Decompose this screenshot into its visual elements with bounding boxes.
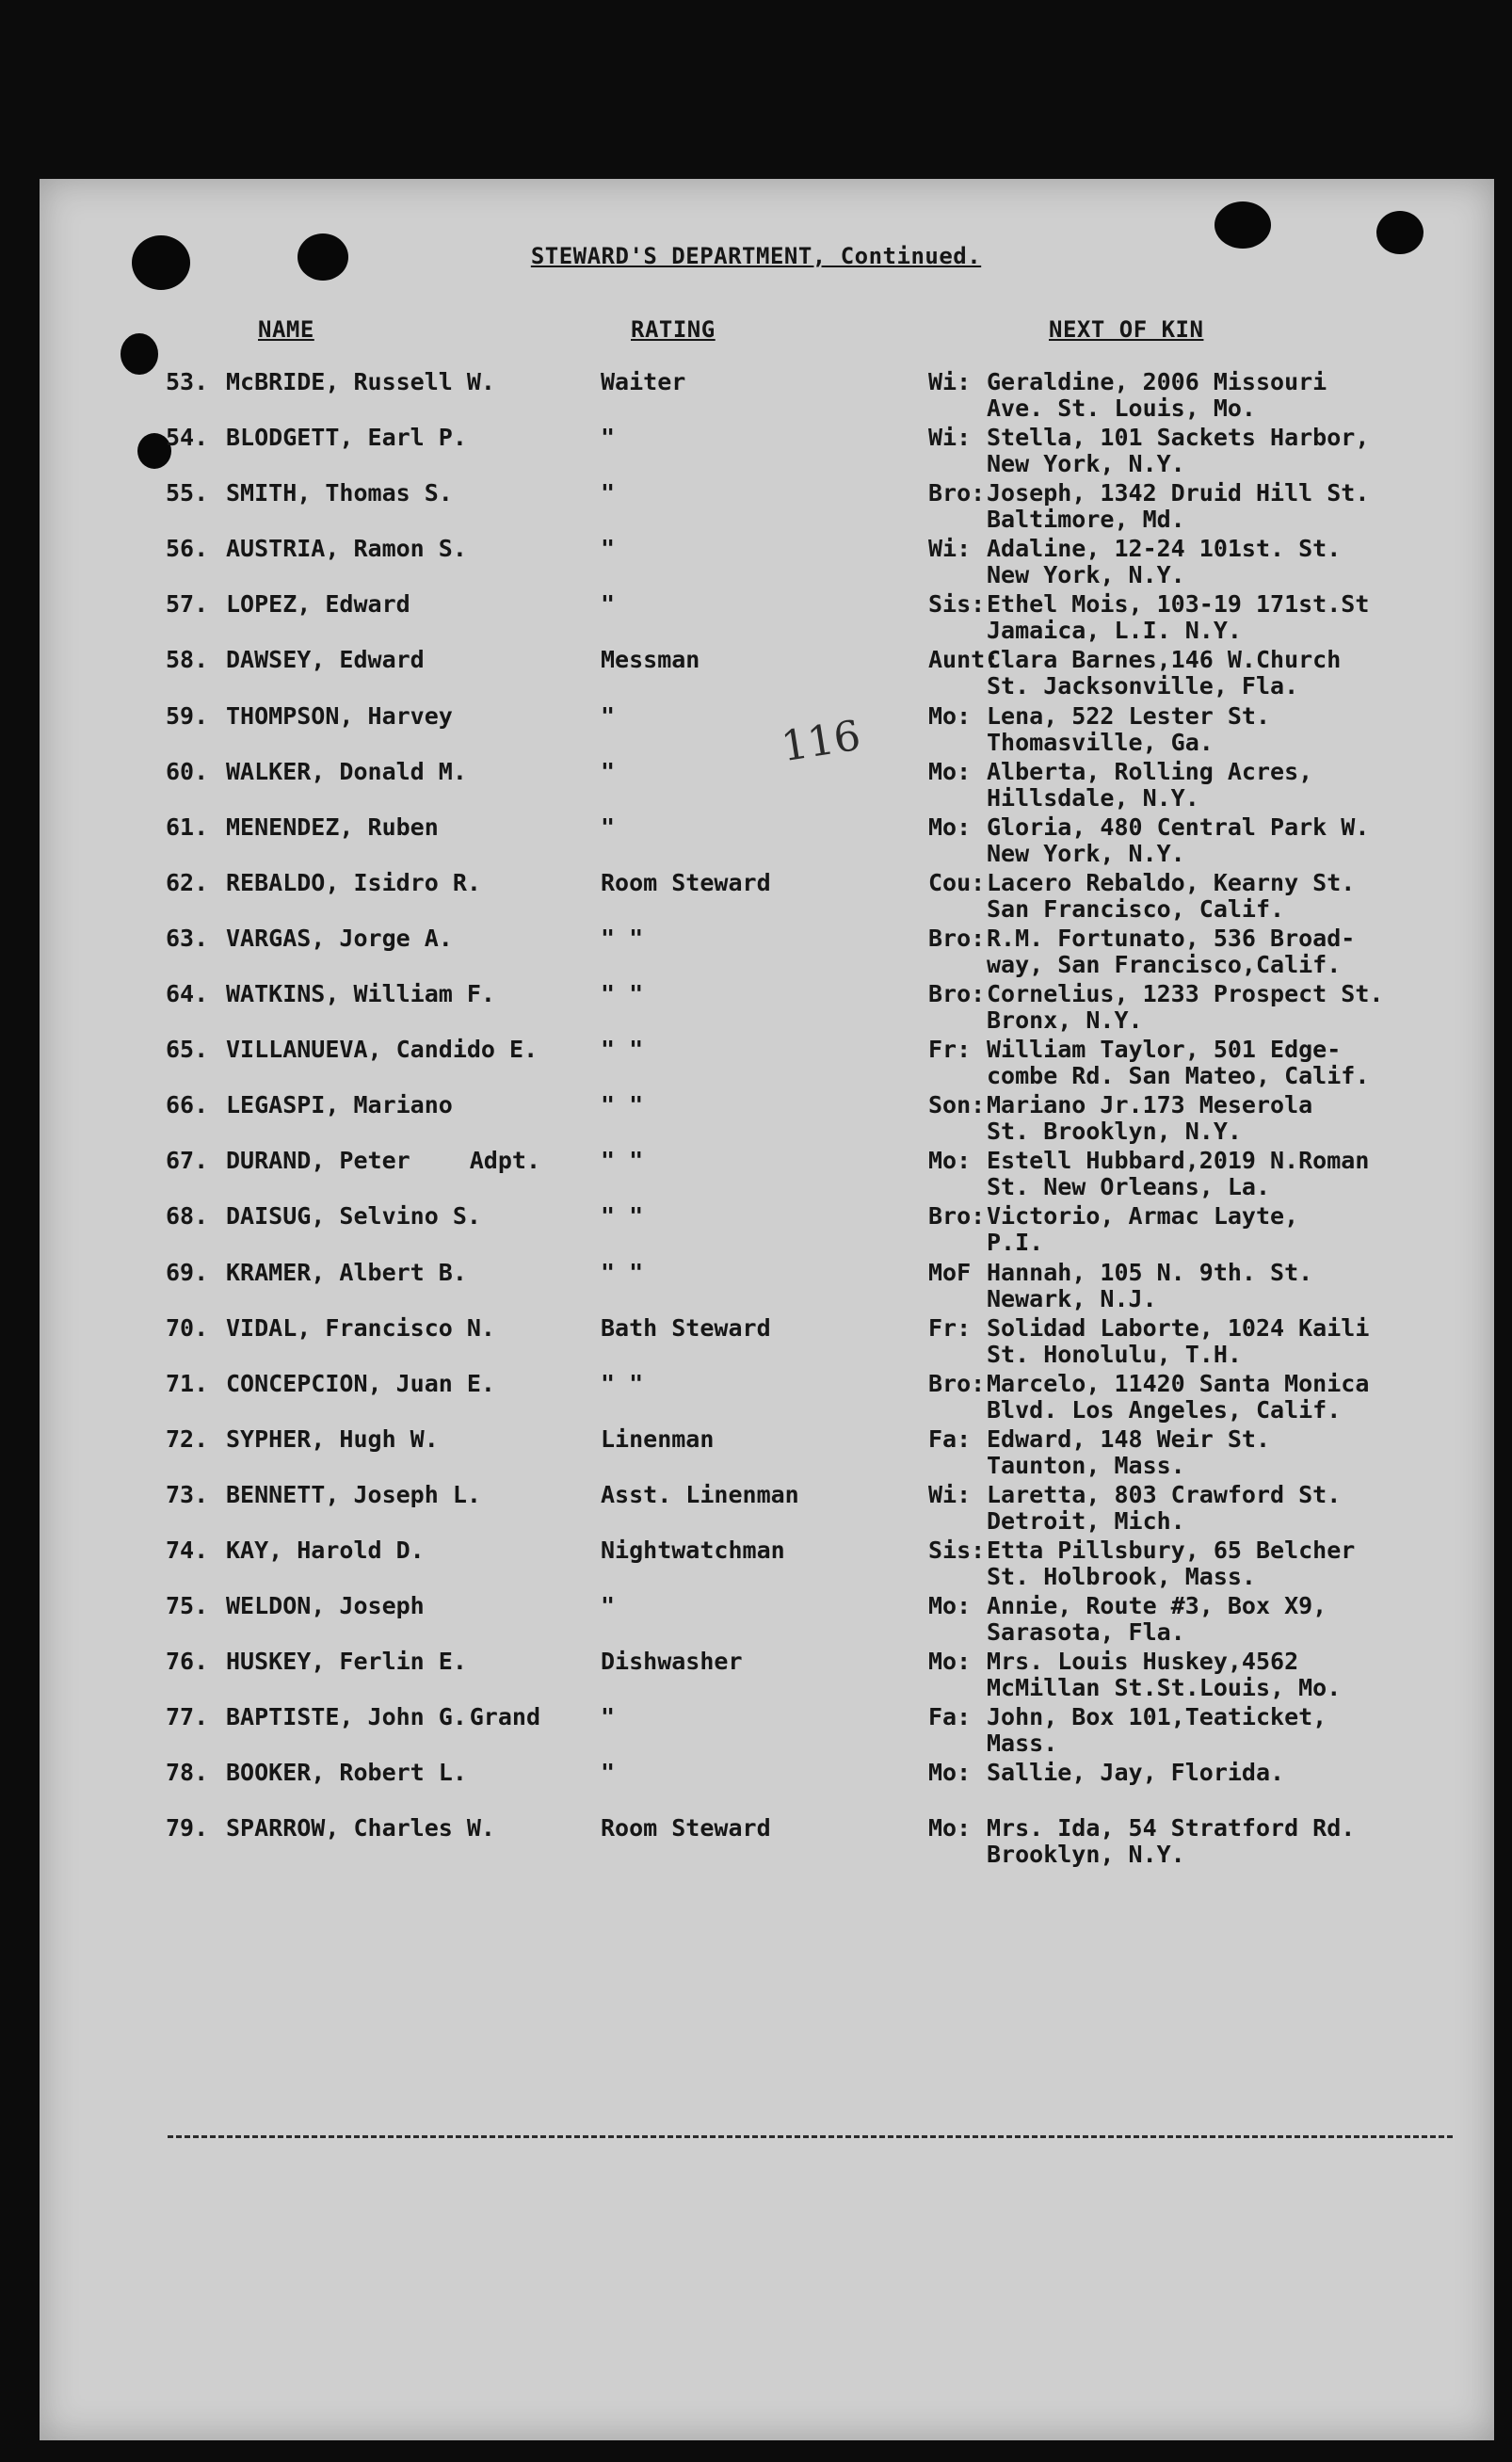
row-name: LOPEZ, Edward xyxy=(226,590,410,619)
row-name: MENENDEZ, Ruben xyxy=(226,813,439,841)
row-name: DAWSEY, Edward xyxy=(226,646,425,674)
row-kin2: St. Honolulu, T.H. xyxy=(987,1340,1242,1368)
row-num: 60. xyxy=(166,757,209,785)
row-rel: Wi: xyxy=(928,1480,972,1508)
table-row xyxy=(0,647,1512,702)
row-kin1: Lena, 522 Lester St. xyxy=(987,701,1271,730)
row-rel: Mo: xyxy=(928,1592,972,1620)
row-rel: Mo: xyxy=(928,757,972,785)
table-row xyxy=(0,814,1512,870)
row-rel: Son: xyxy=(928,1091,986,1119)
row-kin2: Bronx, N.Y. xyxy=(987,1006,1143,1035)
row-name: SMITH, Thomas S. xyxy=(226,479,453,507)
row-num: 61. xyxy=(166,813,209,841)
row-rating: " " xyxy=(601,980,644,1008)
row-kin2: Detroit, Mich. xyxy=(987,1506,1185,1535)
row-rating: " xyxy=(601,535,616,563)
row-rating: " " xyxy=(601,1036,644,1064)
row-kin1: Annie, Route #3, Box X9, xyxy=(987,1592,1327,1620)
punch-hole xyxy=(1214,201,1271,249)
row-num: 56. xyxy=(166,535,209,563)
row-rel: Fa: xyxy=(928,1424,972,1453)
row-rel: Mo: xyxy=(928,1147,972,1175)
table-row xyxy=(0,369,1512,425)
header-rating: RATING xyxy=(631,316,716,343)
row-rating: Room Steward xyxy=(601,1814,771,1842)
row-kin1: R.M. Fortunato, 536 Broad- xyxy=(987,924,1356,952)
row-num: 67. xyxy=(166,1147,209,1175)
row-num: 53. xyxy=(166,368,209,395)
row-num: 62. xyxy=(166,868,209,896)
table-row xyxy=(0,1092,1512,1148)
row-kin1: Solidad Laborte, 1024 Kaili xyxy=(987,1313,1370,1342)
table-row xyxy=(0,1649,1512,1704)
row-rating: " xyxy=(601,701,616,730)
row-rel: Mo: xyxy=(928,813,972,841)
row-rating: Asst. Linenman xyxy=(601,1480,799,1508)
row-kin2: New York, N.Y. xyxy=(987,561,1185,589)
row-rel: Wi: xyxy=(928,535,972,563)
table-row xyxy=(0,1760,1512,1815)
row-name: KAY, Harold D. xyxy=(226,1536,425,1564)
row-rating: " xyxy=(601,813,616,841)
row-rel: Mo: xyxy=(928,701,972,730)
row-num: 79. xyxy=(166,1814,209,1842)
row-num: 64. xyxy=(166,980,209,1008)
row-kin1: Stella, 101 Sackets Harbor, xyxy=(987,424,1370,452)
document-title: STEWARD'S DEPARTMENT, Continued. xyxy=(530,243,982,269)
row-kin1: Estell Hubbard,2019 N.Roman xyxy=(987,1147,1370,1175)
row-name: VARGAS, Jorge A. xyxy=(226,924,453,952)
row-num: 75. xyxy=(166,1592,209,1620)
row-kin2: St. Brooklyn, N.Y. xyxy=(987,1118,1242,1146)
row-rating: " xyxy=(601,479,616,507)
row-kin1: Victorio, Armac Layte, xyxy=(987,1202,1299,1231)
row-name: WELDON, Joseph xyxy=(226,1592,425,1620)
row-rel: Fa: xyxy=(928,1703,972,1731)
row-rating: " xyxy=(601,1703,616,1731)
row-rating: Linenman xyxy=(601,1424,715,1453)
page-number-stamp: 116 xyxy=(778,711,864,772)
row-kin1: John, Box 101,Teaticket, xyxy=(987,1703,1327,1731)
row-kin2: Mass. xyxy=(987,1730,1058,1758)
row-rel: Mo: xyxy=(928,1759,972,1787)
row-kin1: Sallie, Jay, Florida. xyxy=(987,1759,1285,1787)
row-rel: Mo: xyxy=(928,1814,972,1842)
table-row xyxy=(0,870,1512,925)
row-rating: " xyxy=(601,1759,616,1787)
row-name: REBALDO, Isidro R. xyxy=(226,868,481,896)
row-num: 59. xyxy=(166,701,209,730)
row-kin1: Mrs. Louis Huskey,4562 xyxy=(987,1648,1299,1676)
row-kin1: Laretta, 803 Crawford St. xyxy=(987,1480,1342,1508)
row-rel: Bro: xyxy=(928,980,986,1008)
row-kin2: Brooklyn, N.Y. xyxy=(987,1841,1185,1869)
bottom-rule xyxy=(168,2135,1453,2138)
row-name: BENNETT, Joseph L. xyxy=(226,1480,481,1508)
table-row xyxy=(0,1815,1512,1871)
row-name: SPARROW, Charles W. xyxy=(226,1814,495,1842)
row-kin1: Joseph, 1342 Druid Hill St. xyxy=(987,479,1370,507)
row-kin1: Geraldine, 2006 Missouri xyxy=(987,368,1327,395)
row-rating: Waiter xyxy=(601,368,686,395)
row-name: LEGASPI, Mariano xyxy=(226,1091,453,1119)
row-kin2: Ave. St. Louis, Mo. xyxy=(987,394,1256,422)
row-kin2: San Francisco, Calif. xyxy=(987,894,1285,923)
row-rating: " " xyxy=(601,1147,644,1175)
table-row xyxy=(0,1482,1512,1537)
row-num: 71. xyxy=(166,1369,209,1397)
row-num: 77. xyxy=(166,1703,209,1731)
row-name: McBRIDE, Russell W. xyxy=(226,368,495,395)
row-rel: MoF xyxy=(928,1258,972,1286)
row-rel: Bro: xyxy=(928,924,986,952)
row-rel: Bro: xyxy=(928,1369,986,1397)
table-row xyxy=(0,1203,1512,1259)
row-num: 55. xyxy=(166,479,209,507)
row-kin2: Taunton, Mass. xyxy=(987,1451,1185,1479)
row-kin2: Sarasota, Fla. xyxy=(987,1618,1185,1647)
row-num: 57. xyxy=(166,590,209,619)
row-rel: Fr: xyxy=(928,1036,972,1064)
row-num: 69. xyxy=(166,1258,209,1286)
table-row xyxy=(0,1148,1512,1203)
row-name: DURAND, Peter xyxy=(226,1147,410,1175)
row-name: WATKINS, William F. xyxy=(226,980,495,1008)
row-kin2: McMillan St.St.Louis, Mo. xyxy=(987,1674,1342,1702)
row-name: BAPTISTE, John G. xyxy=(226,1703,467,1731)
row-prefix: Adpt. xyxy=(469,1147,540,1175)
row-rating: " " xyxy=(601,1258,644,1286)
row-num: 70. xyxy=(166,1313,209,1342)
table-row xyxy=(0,759,1512,814)
row-num: 58. xyxy=(166,646,209,674)
table-row xyxy=(0,591,1512,647)
row-name: KRAMER, Albert B. xyxy=(226,1258,467,1286)
row-kin1: Edward, 148 Weir St. xyxy=(987,1424,1271,1453)
row-name: SYPHER, Hugh W. xyxy=(226,1424,439,1453)
table-row xyxy=(0,1371,1512,1426)
header-name: NAME xyxy=(258,316,314,343)
row-name: THOMPSON, Harvey xyxy=(226,701,453,730)
row-rel: Bro: xyxy=(928,1202,986,1231)
row-rating: " xyxy=(601,424,616,452)
row-kin1: Lacero Rebaldo, Kearny St. xyxy=(987,868,1356,896)
row-kin2: St. Holbrook, Mass. xyxy=(987,1562,1256,1590)
table-row xyxy=(0,925,1512,981)
row-kin2: New York, N.Y. xyxy=(987,839,1185,867)
row-rating: Dishwasher xyxy=(601,1648,743,1676)
row-kin2: Baltimore, Md. xyxy=(987,506,1185,534)
table-row xyxy=(0,1037,1512,1092)
row-kin1: Clara Barnes,146 W.Church xyxy=(987,646,1342,674)
row-num: 72. xyxy=(166,1424,209,1453)
row-name: WALKER, Donald M. xyxy=(226,757,467,785)
row-kin1: Alberta, Rolling Acres, xyxy=(987,757,1313,785)
row-num: 74. xyxy=(166,1536,209,1564)
row-name: AUSTRIA, Ramon S. xyxy=(226,535,467,563)
row-num: 65. xyxy=(166,1036,209,1064)
table-row xyxy=(0,1426,1512,1482)
row-kin1: Ethel Mois, 103-19 171st.St xyxy=(987,590,1370,619)
row-num: 76. xyxy=(166,1648,209,1676)
row-rel: Mo: xyxy=(928,1648,972,1676)
row-rating: Nightwatchman xyxy=(601,1536,785,1564)
table-row xyxy=(0,1704,1512,1760)
table-row xyxy=(0,1260,1512,1315)
row-num: 54. xyxy=(166,424,209,452)
row-rating: " xyxy=(601,590,616,619)
row-kin2: way, San Francisco,Calif. xyxy=(987,950,1342,978)
row-rel: Sis: xyxy=(928,1536,986,1564)
row-kin1: Etta Pillsbury, 65 Belcher xyxy=(987,1536,1356,1564)
row-kin1: Hannah, 105 N. 9th. St. xyxy=(987,1258,1313,1286)
row-rel: Wi: xyxy=(928,424,972,452)
row-kin2: Newark, N.J. xyxy=(987,1284,1157,1312)
row-rel: Bro: xyxy=(928,479,986,507)
row-num: 66. xyxy=(166,1091,209,1119)
row-rating: " " xyxy=(601,924,644,952)
row-rel: Fr: xyxy=(928,1313,972,1342)
row-kin1: Mrs. Ida, 54 Stratford Rd. xyxy=(987,1814,1356,1842)
row-kin2: P.I. xyxy=(987,1229,1044,1257)
row-num: 63. xyxy=(166,924,209,952)
row-kin2: St. Jacksonville, Fla. xyxy=(987,672,1299,700)
row-kin1: Gloria, 480 Central Park W. xyxy=(987,813,1370,841)
row-kin1: Marcelo, 11420 Santa Monica xyxy=(987,1369,1370,1397)
row-kin2: Jamaica, L.I. N.Y. xyxy=(987,617,1242,645)
row-rating: Room Steward xyxy=(601,868,771,896)
crew-list xyxy=(0,369,1512,1872)
row-rel: Cou: xyxy=(928,868,986,896)
table-row xyxy=(0,703,1512,759)
row-rating: " " xyxy=(601,1369,644,1397)
header-next-of-kin: NEXT OF KIN xyxy=(1049,316,1204,343)
table-row xyxy=(0,1593,1512,1649)
row-name: BLODGETT, Earl P. xyxy=(226,424,467,452)
table-row xyxy=(0,425,1512,480)
row-rating: " " xyxy=(601,1091,644,1119)
row-prefix: Grand xyxy=(469,1703,540,1731)
table-row xyxy=(0,536,1512,591)
row-num: 68. xyxy=(166,1202,209,1231)
row-kin2: Hillsdale, N.Y. xyxy=(987,783,1199,812)
row-kin2: Thomasville, Ga. xyxy=(987,728,1214,756)
row-name: VILLANUEVA, Candido E. xyxy=(226,1036,539,1064)
row-kin2: St. New Orleans, La. xyxy=(987,1173,1271,1201)
row-kin2: combe Rd. San Mateo, Calif. xyxy=(987,1062,1370,1090)
row-num: 73. xyxy=(166,1480,209,1508)
row-rel: Aunt: xyxy=(928,646,1000,674)
table-row xyxy=(0,1537,1512,1593)
row-kin1: Cornelius, 1233 Prospect St. xyxy=(987,980,1384,1008)
row-rating: Bath Steward xyxy=(601,1313,771,1342)
row-name: DAISUG, Selvino S. xyxy=(226,1202,481,1231)
row-kin1: Mariano Jr.173 Meserola xyxy=(987,1091,1313,1119)
row-num: 78. xyxy=(166,1759,209,1787)
row-rating: Messman xyxy=(601,646,700,674)
row-rel: Sis: xyxy=(928,590,986,619)
table-row xyxy=(0,480,1512,536)
row-kin2: Blvd. Los Angeles, Calif. xyxy=(987,1395,1342,1424)
row-kin2: New York, N.Y. xyxy=(987,450,1185,478)
table-row xyxy=(0,1315,1512,1371)
row-kin1: Adaline, 12-24 101st. St. xyxy=(987,535,1342,563)
row-rel: Wi: xyxy=(928,368,972,395)
row-rating: " xyxy=(601,757,616,785)
row-name: VIDAL, Francisco N. xyxy=(226,1313,495,1342)
table-row xyxy=(0,981,1512,1037)
row-rating: " xyxy=(601,1592,616,1620)
row-name: HUSKEY, Ferlin E. xyxy=(226,1648,467,1676)
row-name: CONCEPCION, Juan E. xyxy=(226,1369,495,1397)
row-rating: " " xyxy=(601,1202,644,1231)
row-kin1: William Taylor, 501 Edge- xyxy=(987,1036,1342,1064)
row-name: BOOKER, Robert L. xyxy=(226,1759,467,1787)
